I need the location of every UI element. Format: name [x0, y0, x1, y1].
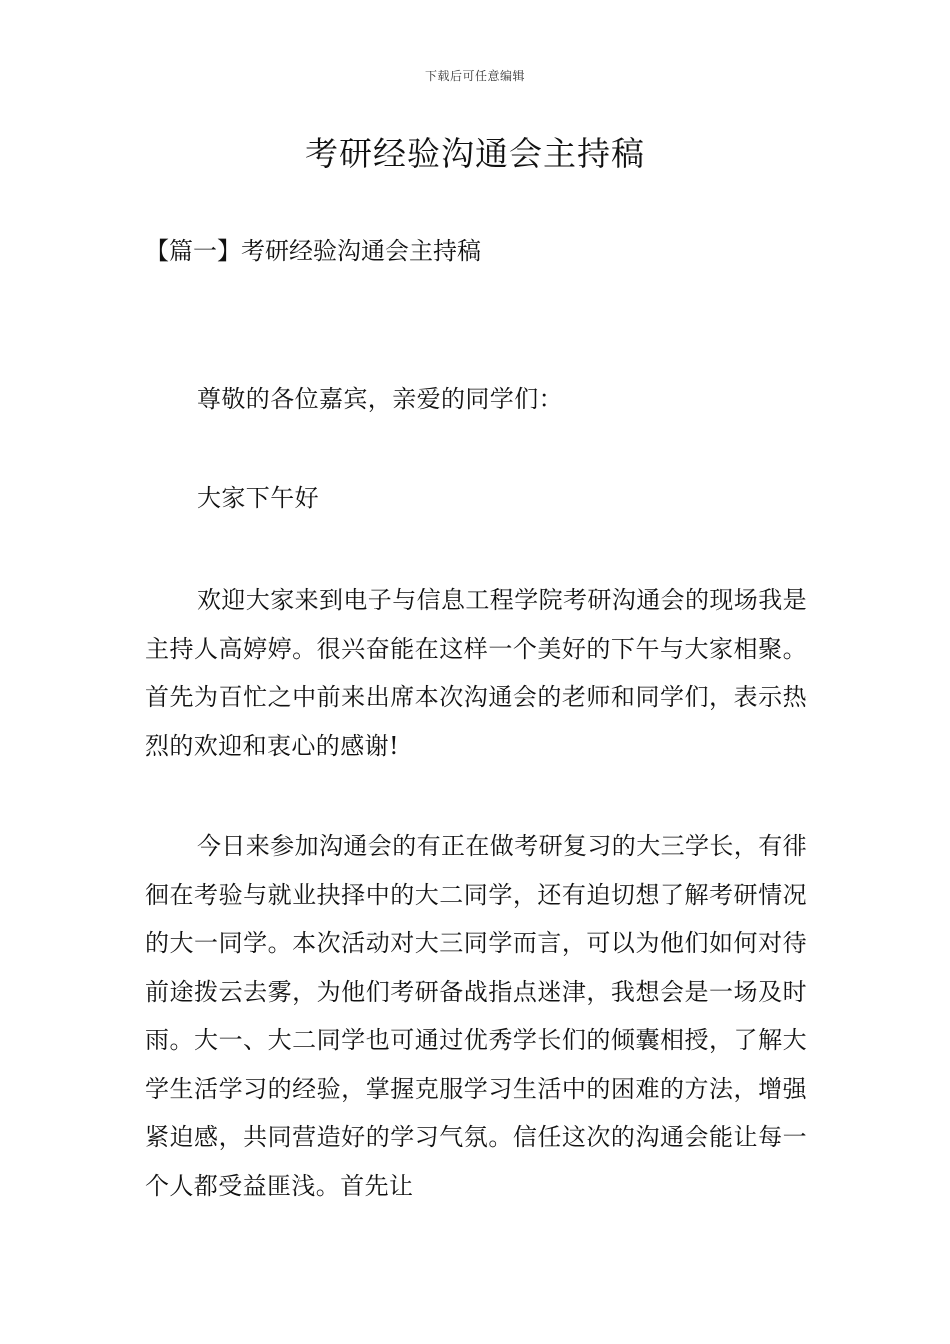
salutation: 尊敬的各位嘉宾，亲爱的同学们： [197, 385, 563, 413]
paragraph-welcome: 欢迎大家来到电子与信息工程学院考研沟通会的现场我是主持人高婷婷。很兴奋能在这样一个美好的下午与大家相聚。首先为百忙之中前来出席本次沟通会的老师和同学们，表示热烈的欢迎和衷心的感谢! [145, 586, 807, 760]
paragraph-attendees: 今日来参加沟通会的有正在做考研复习的大三学长，有徘徊在考验与就业抉择中的大二同学，还有迫切想了解考研情况的大一同学。本次活动对大三同学而言，可以为他们如何对待前途拨云去雾，为他们考研备战指点迷津，我想会是一场及时雨。大一、大二同学也可通过优秀学长们的倾囊相授，了解大学生活学习的经验，掌握克服学习生活中的困难的方法，增强紧迫感，共同营造好的学习气氛。信任这次的沟通会能让每一个人都受益匪浅。首先让 [145, 832, 807, 1200]
greeting: 大家下午好 [197, 484, 319, 512]
document-title: 考研经验沟通会主持稿 [305, 134, 645, 173]
section-heading: 【篇一】考研经验沟通会主持稿 [145, 237, 481, 265]
header-note: 下载后可任意编辑 [424, 69, 525, 83]
